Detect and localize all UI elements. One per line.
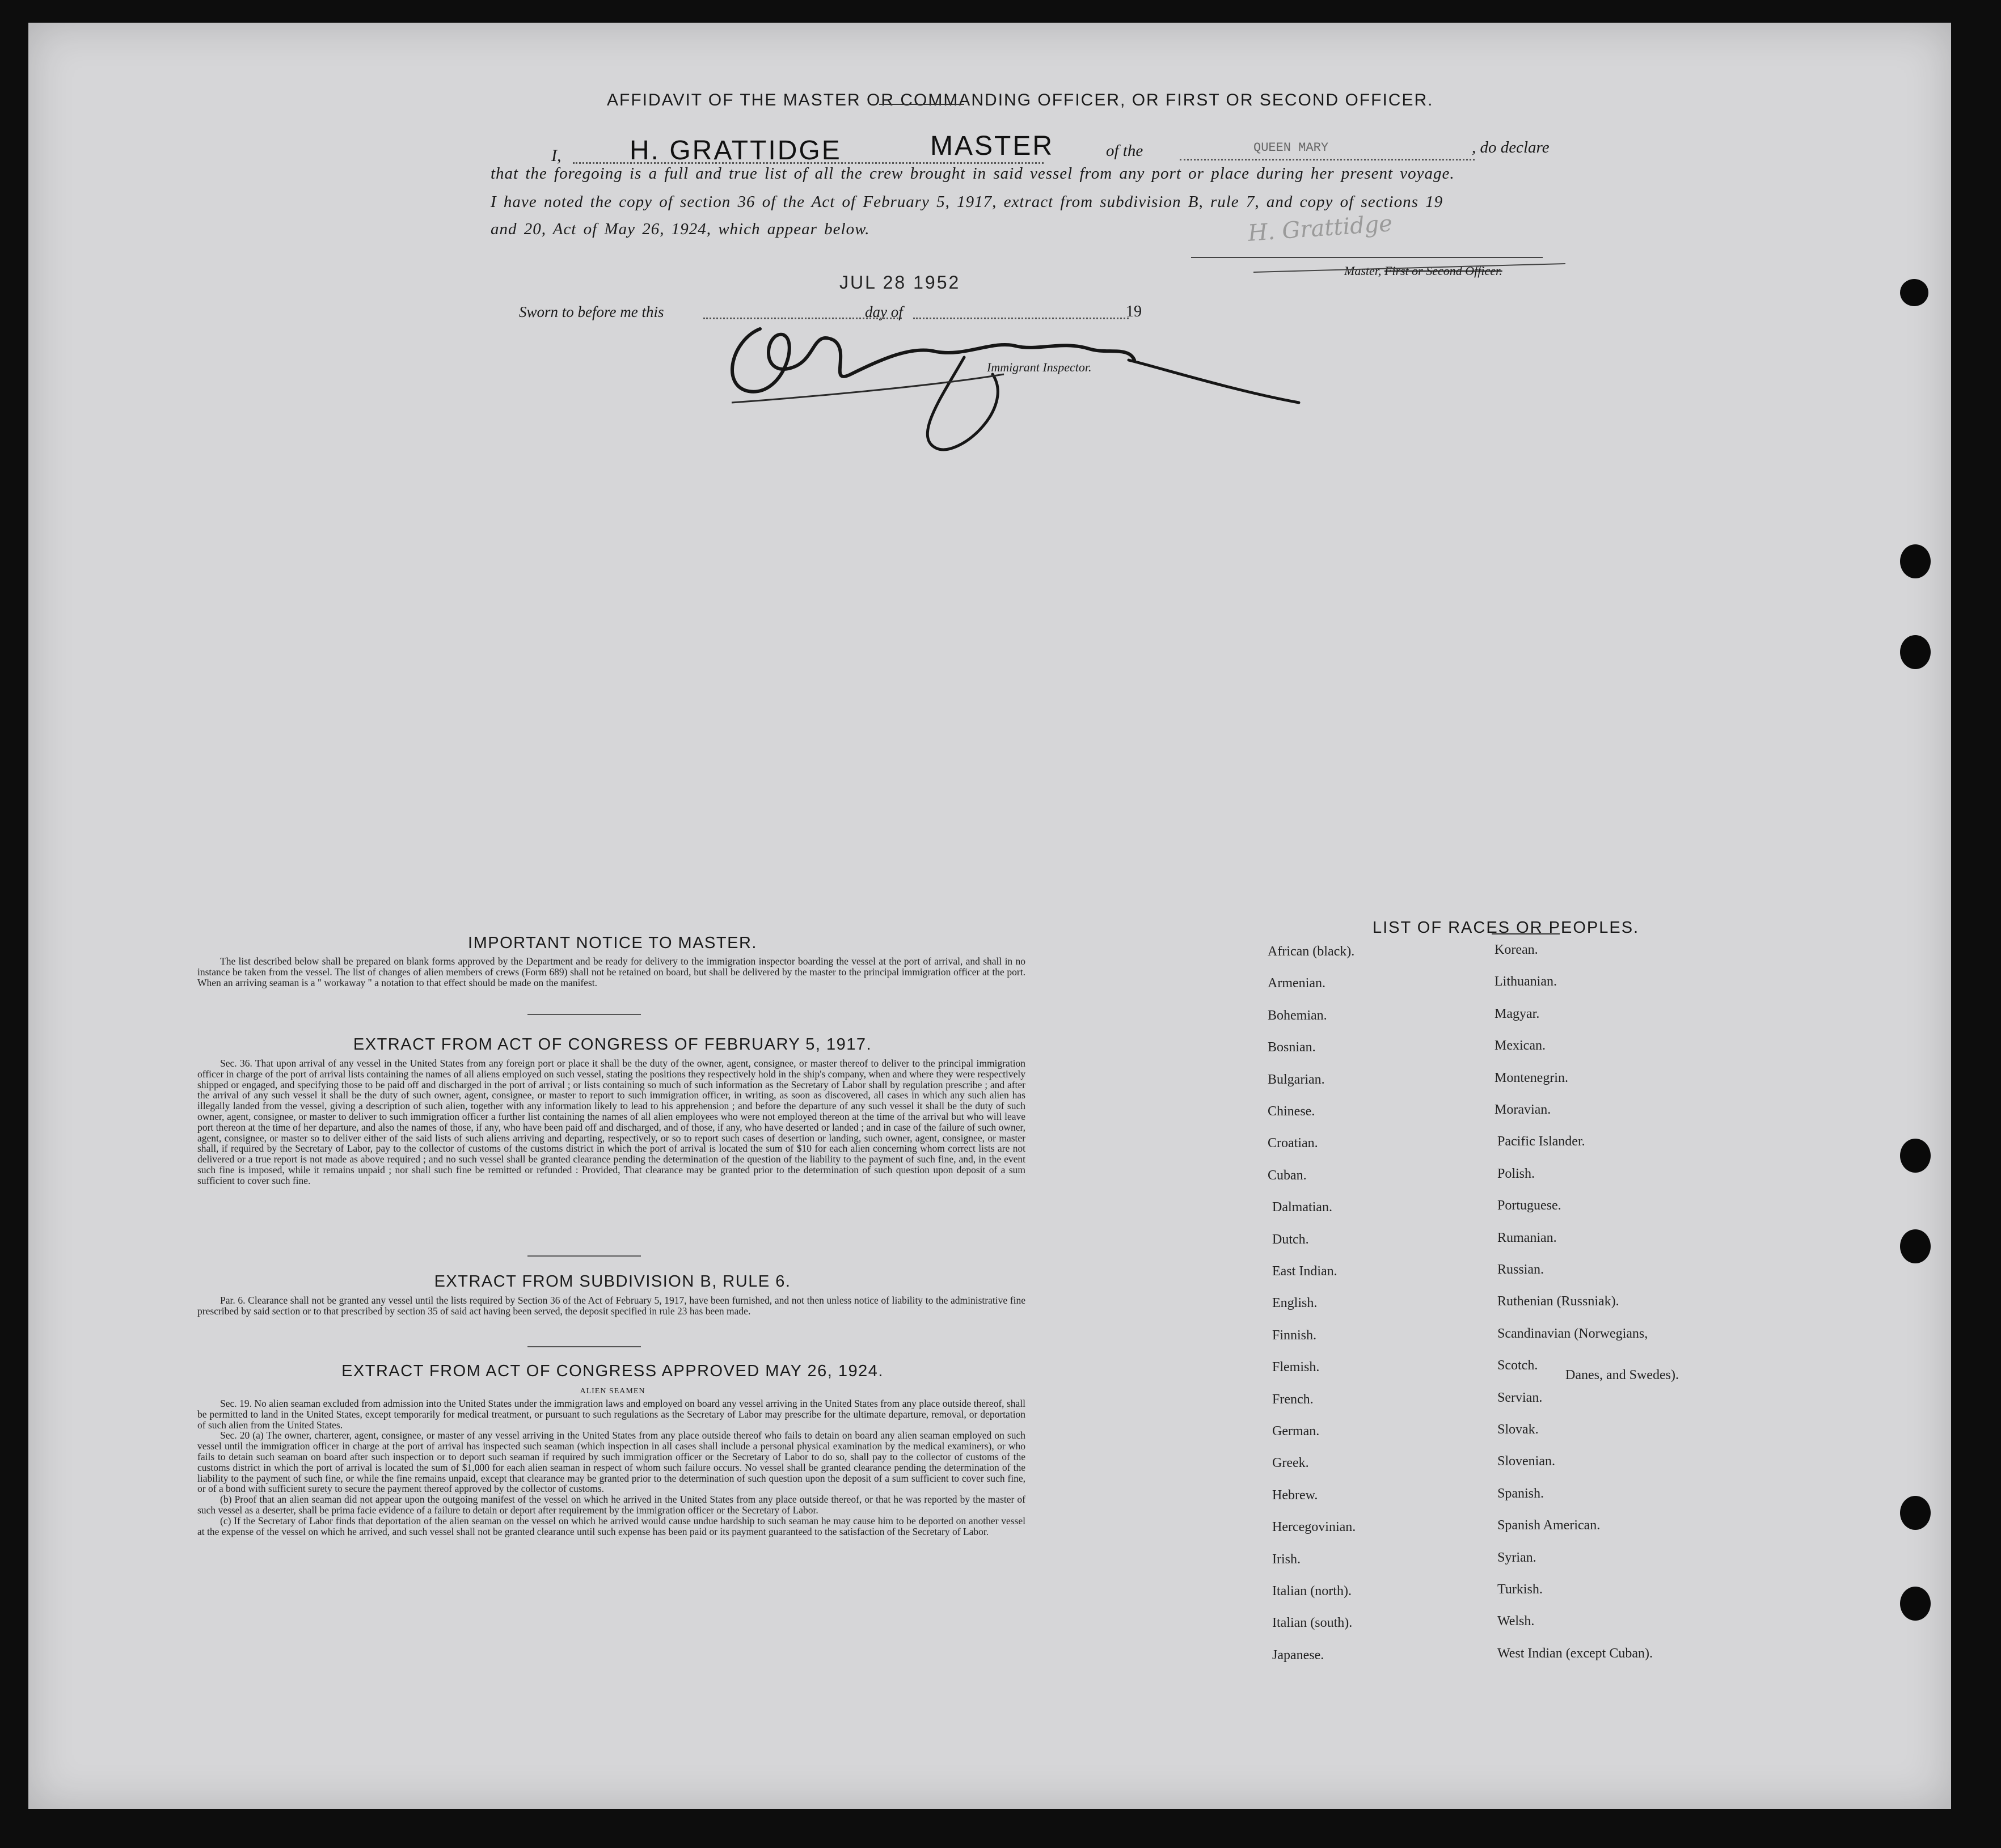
race-item: Slovak. xyxy=(1497,1422,1539,1437)
race-item: Montenegrin. xyxy=(1495,1070,1568,1085)
inspector-signature xyxy=(698,306,1412,476)
extract-1924-title: EXTRACT FROM ACT OF CONGRESS APPROVED MAY 26, 1924. xyxy=(341,1362,884,1380)
master-signature: H. Grattidge xyxy=(1247,210,1394,247)
day-of-label: day of xyxy=(865,303,903,320)
extract-1917-body xyxy=(197,1058,1025,1186)
sworn-label: Sworn to before me this xyxy=(519,303,664,320)
inspector-label: Immigrant Inspector. xyxy=(987,360,1092,374)
race-item: Cuban. xyxy=(1268,1168,1307,1183)
races-title: LIST OF RACES OR PEOPLES. xyxy=(1373,919,1640,937)
race-item: Korean. xyxy=(1495,942,1538,957)
race-item: Magyar. xyxy=(1495,1006,1540,1021)
race-item: Scotch. xyxy=(1497,1358,1538,1373)
race-item: Dutch. xyxy=(1272,1232,1309,1247)
race-item: Servian. xyxy=(1497,1390,1543,1405)
race-item: Irish. xyxy=(1272,1551,1301,1567)
vessel-name-typed: QUEEN MARY xyxy=(1253,141,1329,155)
extract-1924-paragraph: (b) Proof that an alien seaman did not appear upon the outgoing manifest of the vessel on which he arrived in the United States from any place outside thereof, or that he was reported by the master of such vessel as a deserter, shall be prima facie evidence of a failure to detain or deport after requirement by the immigration officer or the Secretary of Labor. xyxy=(197,1494,1025,1516)
affidavit-line-3: I have noted the copy of section 36 of the Act of February 5, 1917, extract from subdivision B, rule 7, and copy of sections 19 xyxy=(491,193,1443,211)
race-item: Armenian. xyxy=(1268,976,1325,991)
of-the-label: of the xyxy=(1106,142,1143,160)
race-item: Bulgarian. xyxy=(1268,1072,1325,1087)
vessel-fill-line xyxy=(1180,159,1475,160)
extract-1924-paragraph: (c) If the Secretary of Labor finds that deportation of the alien seaman on the vessel on which he arrived would cause undue hardship to such seaman he may cause him to be deported on another vessel at the expense of the vessel on which he arrived, and such vessel shall not be granted clearance until such expense has been paid or its payment guaranteed to the satisfaction of the Secretary of Labor. xyxy=(197,1515,1025,1537)
race-item: Dalmatian. xyxy=(1272,1200,1332,1215)
race-item: French. xyxy=(1272,1392,1314,1407)
affidavit-line-4: and 20, Act of May 26, 1924, which appear below. xyxy=(491,220,870,238)
race-item: Hebrew. xyxy=(1272,1487,1318,1503)
signer-title-struck: First or Second Officer. xyxy=(1384,264,1502,278)
manifest-page xyxy=(28,23,1951,1809)
race-item: German. xyxy=(1272,1424,1320,1439)
extract-1917-paragraph: Sec. 36. That upon arrival of any vessel in the United States from any foreign port or place it shall be the duty of the owner, agent, consignee, or master thereof to deliver to the principal immigration officer in charge of the port of arrival lists containing the names of all aliens employed on such vessel, stating the positions they respectively hold in the ship's company, when and where they were respectively shipped or engaged, and specifying those to be paid off and discharged in the port of arrival ; or lists containing so much of such information as the Secretary of Labor shall by regulation prescribe ; and after the arrival of any such vessel it shall be the duty of such owner, agent, consignee, or master to report to such immigration officer, in writing, as soon as discovered, all cases in which any such alien has illegally landed from the vessel, giving a description of such alien, together with any information likely to lead to his apprehension ; and before the departure of any such vessel it shall be the duty of such owner, agent, consignee, or master to deliver to such immigration officer a further list containing the names of all alien employees who were not employed thereon at the time of the arrival but who will leave port thereon at the time of her departure, and also the names of those, if any, who have been paid off and discharged, and of those, if any, who have deserted or landed ; and in case of the failure of such owner, agent, consignee, or master so to deliver either of the said lists of such aliens arriving and departing, respectively, or so to report such cases of desertion or landing, such owner, agent, consignee, or master shall, if required by the Secretary of Labor, pay to the collector of customs of the customs district in which the port of arrival is located the sum of $10 for each alien concerning whom correct lists are not delivered or a true report is not made as above required ; and no such vessel shall be granted clearance pending the determination of the question of the liability to the payment of such fine, and, in the event such fine is imposed, while it remains unpaid ; nor shall such fine be remitted or refunded : Provided, That clearance may be granted prior to the determination of such question upon deposit of a sum sufficient to cover such fine. xyxy=(197,1058,1025,1186)
year-prefix: 19 xyxy=(1126,303,1142,320)
affidavit-declaration xyxy=(28,23,1951,1809)
master-signature-line xyxy=(1191,257,1543,258)
race-item: Italian (south). xyxy=(1272,1616,1353,1631)
race-item: Pacific Islander. xyxy=(1497,1134,1585,1149)
punch-hole xyxy=(1900,1229,1931,1263)
race-item: Hercegovinian. xyxy=(1272,1520,1356,1535)
extract-1924-subtitle: ALIEN SEAMEN xyxy=(580,1387,645,1395)
race-item: West Indian (except Cuban). xyxy=(1497,1646,1653,1661)
punch-hole xyxy=(1900,279,1928,306)
separator xyxy=(527,1255,641,1257)
race-item: Greek. xyxy=(1272,1456,1309,1471)
do-declare-label: , do declare xyxy=(1472,138,1550,157)
race-item: Turkish. xyxy=(1497,1582,1543,1597)
race-item: East Indian. xyxy=(1272,1264,1337,1279)
race-item-continuation: Danes, and Swedes). xyxy=(1565,1368,1679,1382)
separator xyxy=(527,1014,641,1015)
notice-master-paragraph: The list described below shall be prepared on blank forms approved by the Department and be ready for delivery to the immigration inspector boarding the vessel at the port of arrival, and shall in no instance be taken from the vessel. The list of changes of alien members of crews (Form 689) shall not be retained on board, but shall be delivered by the master to the principal immigration officer at the port. When an arriving seaman is a " workaway " a notation to that effect should be made on the manifest. xyxy=(197,955,1025,988)
extract-rule6-body xyxy=(197,1295,1025,1317)
signer-title-kept: Master, xyxy=(1344,264,1382,278)
notice-master-title: IMPORTANT NOTICE TO MASTER. xyxy=(468,934,757,952)
race-item: Slovenian. xyxy=(1497,1454,1555,1469)
race-item: Polish. xyxy=(1497,1166,1535,1181)
race-item: Bosnian. xyxy=(1268,1040,1316,1055)
race-item: Spanish. xyxy=(1497,1486,1544,1501)
races-title-underline xyxy=(1492,933,1560,934)
affidavit-title: AFFIDAVIT OF THE MASTER OR COMMANDING OFFICER, OR FIRST OR SECOND OFFICER. xyxy=(607,91,1434,109)
notice-master-body xyxy=(197,956,1025,988)
strike-stroke xyxy=(1253,261,1571,278)
punch-hole xyxy=(1900,1496,1931,1530)
race-item: Croatian. xyxy=(1268,1136,1318,1151)
race-item: Lithuanian. xyxy=(1495,974,1557,989)
extract-rule6-paragraph: Par. 6. Clearance shall not be granted any vessel until the lists required by Section 36 of the Act of February 5, 1917, have been furnished, and not then unless notice of liability to the administrative fine prescribed by said section or to that prescribed by section 35 of said act having been served, the deposit specified in rule 23 has been made. xyxy=(197,1295,1025,1317)
race-item: Russian. xyxy=(1497,1262,1544,1277)
punch-hole xyxy=(1900,1139,1931,1173)
extract-1924-paragraph: Sec. 19. No alien seaman excluded from admission into the United States under the immigration laws and employed on board any vessel arriving in the United States from any place outside thereof, shall be permitted to land in the United States, except temporarily for medical treatment, or pursuant to such regulations as the Secretary of Labor may prescribe for the ultimate departure, removal, or deportation of such alien from the United States. xyxy=(197,1398,1025,1431)
race-item: Chinese. xyxy=(1268,1104,1315,1119)
race-item: Mexican. xyxy=(1495,1038,1546,1054)
race-item: Italian (north). xyxy=(1272,1584,1352,1599)
race-item: Moravian. xyxy=(1495,1102,1551,1117)
separator xyxy=(527,1346,641,1347)
race-item: Spanish American. xyxy=(1497,1518,1601,1533)
line1-prefix: I, xyxy=(551,146,562,165)
race-item: Portuguese. xyxy=(1497,1198,1561,1213)
date-stamp: JUL 28 1952 xyxy=(839,272,961,293)
extract-1924-paragraph: Sec. 20 (a) The owner, charterer, agent, consignee, or master of any vessel arriving in the United States from any place outside thereof who fails to detain on board any alien seaman employed on such vessel until the immigration officer in charge at the port of arrival has inspected such seaman (which inspection in all cases shall include a personal physical examination by the medical examiners), or who fails to detain such seaman on board after such inspection or to deport such seaman if required by such immigration officer or the Secretary of Labor to do so, shall pay to the collector of customs of the customs district in which the port of arrival is located the sum of $1,000 for each alien seaman in respect of whom such failure occurs. No vessel shall be granted clearance pending the determination of the liability to the payment of such fine, or while the fine remains unpaid, except that clearance may be granted prior to the determination of such question upon the deposit of a sum sufficient to cover such fine, or of a bond with sufficient surety to secure the payment thereof approved by the collector of customs. xyxy=(197,1430,1025,1495)
race-item: Flemish. xyxy=(1272,1360,1320,1375)
extract-rule6-title: EXTRACT FROM SUBDIVISION B, RULE 6. xyxy=(434,1272,791,1291)
race-item: Ruthenian (Russniak). xyxy=(1497,1294,1619,1309)
race-item: Scandinavian (Norwegians, xyxy=(1497,1326,1648,1341)
race-item: English. xyxy=(1272,1296,1318,1311)
extract-1917-title: EXTRACT FROM ACT OF CONGRESS OF FEBRUARY 5, 1917. xyxy=(353,1035,872,1054)
race-item: Japanese. xyxy=(1272,1647,1324,1663)
punch-hole xyxy=(1900,544,1931,578)
punch-hole xyxy=(1900,635,1931,669)
master-name-handwritten: H. GRATTIDGE xyxy=(630,136,842,166)
race-item: Finnish. xyxy=(1272,1327,1317,1343)
race-item: Syrian. xyxy=(1497,1550,1536,1565)
race-item: African (black). xyxy=(1268,944,1355,959)
affidavit-line-2: that the foregoing is a full and true list of all the crew brought in said vessel from any port or place during her present voyage. xyxy=(491,164,1455,183)
rank-handwritten: MASTER xyxy=(930,131,1054,161)
race-item: Rumanian. xyxy=(1497,1230,1557,1245)
race-item: Welsh. xyxy=(1497,1614,1535,1629)
extract-1924-body xyxy=(197,1398,1025,1537)
race-item: Bohemian. xyxy=(1268,1008,1327,1023)
punch-hole xyxy=(1900,1587,1931,1621)
